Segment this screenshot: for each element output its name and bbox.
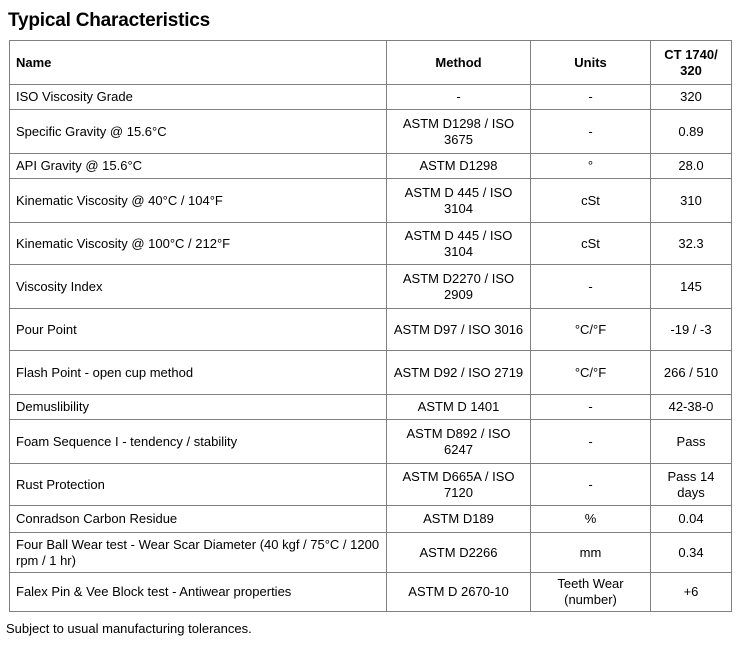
cell-value: Pass (651, 420, 732, 464)
cell-name: ISO Viscosity Grade (10, 85, 387, 110)
cell-name: API Gravity @ 15.6°C (10, 154, 387, 179)
table-row (10, 223, 732, 265)
cell-method: ASTM D 2670-10 (387, 573, 531, 612)
cell-units: ° (531, 154, 651, 179)
cell-units: °C/°F (531, 309, 651, 351)
cell-method: ASTM D2266 (387, 533, 531, 573)
footnote: Subject to usual manufacturing tolerances. (6, 621, 252, 636)
cell-units: cSt (531, 223, 651, 265)
table-row (10, 464, 732, 506)
cell-name: Viscosity Index (10, 265, 387, 309)
characteristics-table (9, 40, 732, 612)
cell-value: 0.89 (651, 110, 732, 154)
cell-units: - (531, 395, 651, 420)
cell-name: Foam Sequence I - tendency / stability (10, 420, 387, 464)
cell-units: - (531, 420, 651, 464)
table-row (10, 351, 732, 395)
cell-method: ASTM D 445 / ISO 3104 (387, 179, 531, 223)
cell-method: - (387, 85, 531, 110)
header-method: Method (387, 41, 531, 85)
cell-method: ASTM D 1401 (387, 395, 531, 420)
page-title: Typical Characteristics (8, 10, 211, 31)
cell-method: ASTM D97 / ISO 3016 (387, 309, 531, 351)
cell-name: Kinematic Viscosity @ 40°C / 104°F (10, 179, 387, 223)
cell-method: ASTM D1298 / ISO 3675 (387, 110, 531, 154)
cell-name: Pour Point (10, 309, 387, 351)
cell-method: ASTM D 445 / ISO 3104 (387, 223, 531, 265)
cell-value: 0.34 (651, 533, 732, 573)
cell-value: Pass 14 days (651, 464, 732, 506)
table-row (10, 533, 732, 573)
cell-value: +6 (651, 573, 732, 612)
table-row (10, 110, 732, 154)
cell-name: Conradson Carbon Residue (10, 506, 387, 533)
cell-value: 42-38-0 (651, 395, 732, 420)
cell-value: 0.04 (651, 506, 732, 533)
cell-method: ASTM D892 / ISO 6247 (387, 420, 531, 464)
cell-method: ASTM D1298 (387, 154, 531, 179)
table-row (10, 179, 732, 223)
cell-value: 145 (651, 265, 732, 309)
cell-value: 320 (651, 85, 732, 110)
table-row (10, 506, 732, 533)
cell-units: - (531, 85, 651, 110)
cell-units: °C/°F (531, 351, 651, 395)
cell-units: - (531, 464, 651, 506)
cell-units: Teeth Wear (number) (531, 573, 651, 612)
cell-method: ASTM D189 (387, 506, 531, 533)
table-row (10, 309, 732, 351)
cell-name: Specific Gravity @ 15.6°C (10, 110, 387, 154)
cell-value: 32.3 (651, 223, 732, 265)
cell-name: Rust Protection (10, 464, 387, 506)
cell-value: 28.0 (651, 154, 732, 179)
cell-units: - (531, 265, 651, 309)
table-row (10, 154, 732, 179)
header-name: Name (10, 41, 387, 85)
cell-name: Kinematic Viscosity @ 100°C / 212°F (10, 223, 387, 265)
cell-value: -19 / -3 (651, 309, 732, 351)
cell-name: Flash Point - open cup method (10, 351, 387, 395)
cell-units: % (531, 506, 651, 533)
table-row (10, 265, 732, 309)
cell-units: cSt (531, 179, 651, 223)
cell-method: ASTM D92 / ISO 2719 (387, 351, 531, 395)
cell-value: 310 (651, 179, 732, 223)
table-row (10, 85, 732, 110)
cell-value: 266 / 510 (651, 351, 732, 395)
header-product: CT 1740/ 320 (651, 41, 732, 85)
table-row (10, 420, 732, 464)
table-row (10, 573, 732, 612)
table-header-row (10, 41, 732, 85)
cell-name: Falex Pin & Vee Block test - Antiwear properties (10, 573, 387, 612)
cell-method: ASTM D2270 / ISO 2909 (387, 265, 531, 309)
cell-method: ASTM D665A / ISO 7120 (387, 464, 531, 506)
header-units: Units (531, 41, 651, 85)
cell-name: Four Ball Wear test - Wear Scar Diameter (40 kgf / 75°C / 1200 rpm / 1 hr) (10, 533, 387, 573)
cell-name: Demuslibility (10, 395, 387, 420)
cell-units: - (531, 110, 651, 154)
cell-units: mm (531, 533, 651, 573)
table-row (10, 395, 732, 420)
